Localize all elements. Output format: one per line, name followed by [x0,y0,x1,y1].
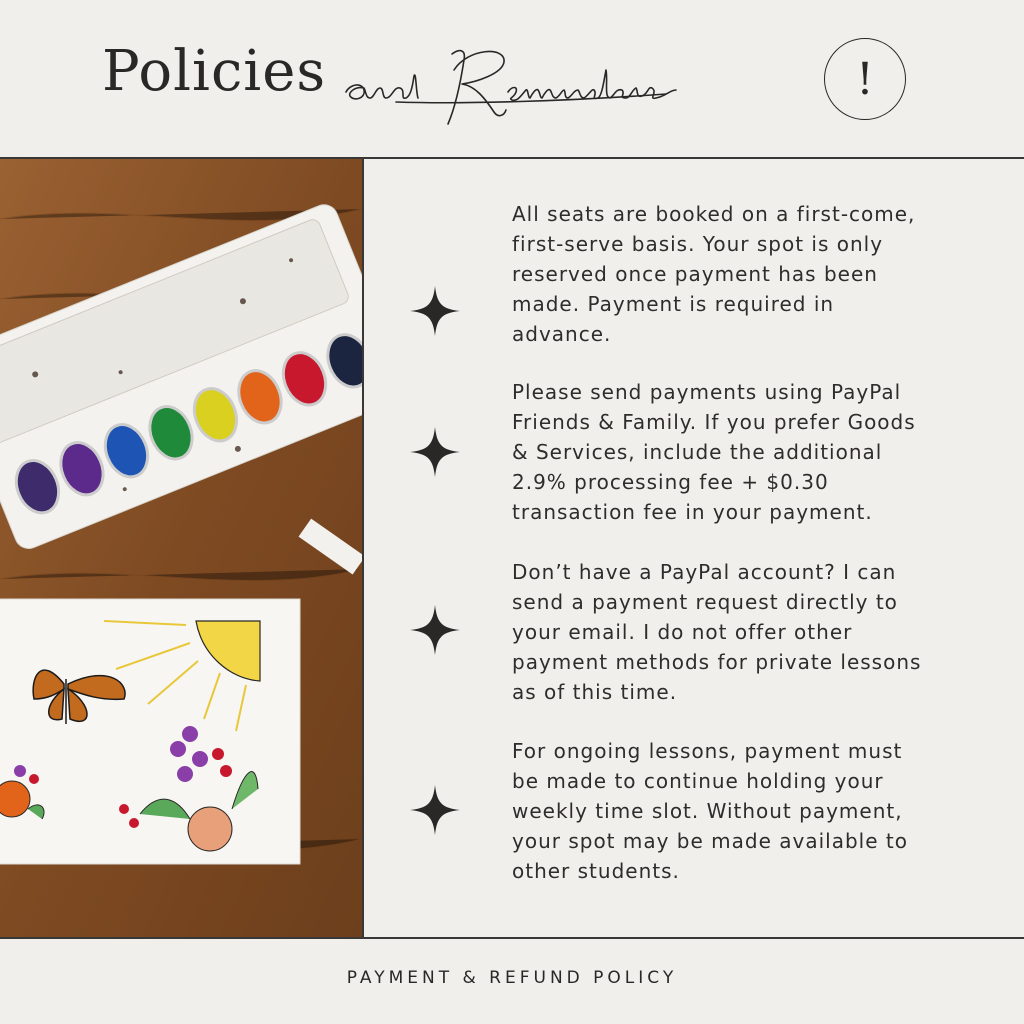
sparkle-icon [410,785,460,835]
policy-text: Please send payments using PayPal Friends & Family. If you prefer Goods & Services, include the additional 2.9% processing fee + $0.30 transaction fee in your payment. [512,380,916,524]
page-title: Policies [102,39,327,104]
footer-label: PAYMENT & REFUND POLICY [346,968,678,988]
sparkle-icon [410,605,460,655]
page-header [0,0,1024,158]
policy-text: All seats are booked on a first-come, first-serve basis. Your spot is only reserved once payment has been made. Payment is required in advance. [512,202,916,346]
watercolor-palette-photo [0,159,362,937]
sparkle-icon [410,286,460,336]
policy-text: Don’t have a PayPal account? I can send a payment request directly to your email. I do not offer other payment methods for private lessons as of this time. [512,560,922,704]
policy-list [364,159,1024,937]
alert-icon [824,38,906,120]
sparkle-icon [410,427,460,477]
policy-text: For ongoing lessons, payment must be made to continue holding your weekly time slot. Without payment, your spot may be made available to other students. [512,739,908,883]
bottom-divider [0,937,1024,939]
script-title-and-reminders [336,40,696,130]
alert-glyph: ! [856,53,874,105]
